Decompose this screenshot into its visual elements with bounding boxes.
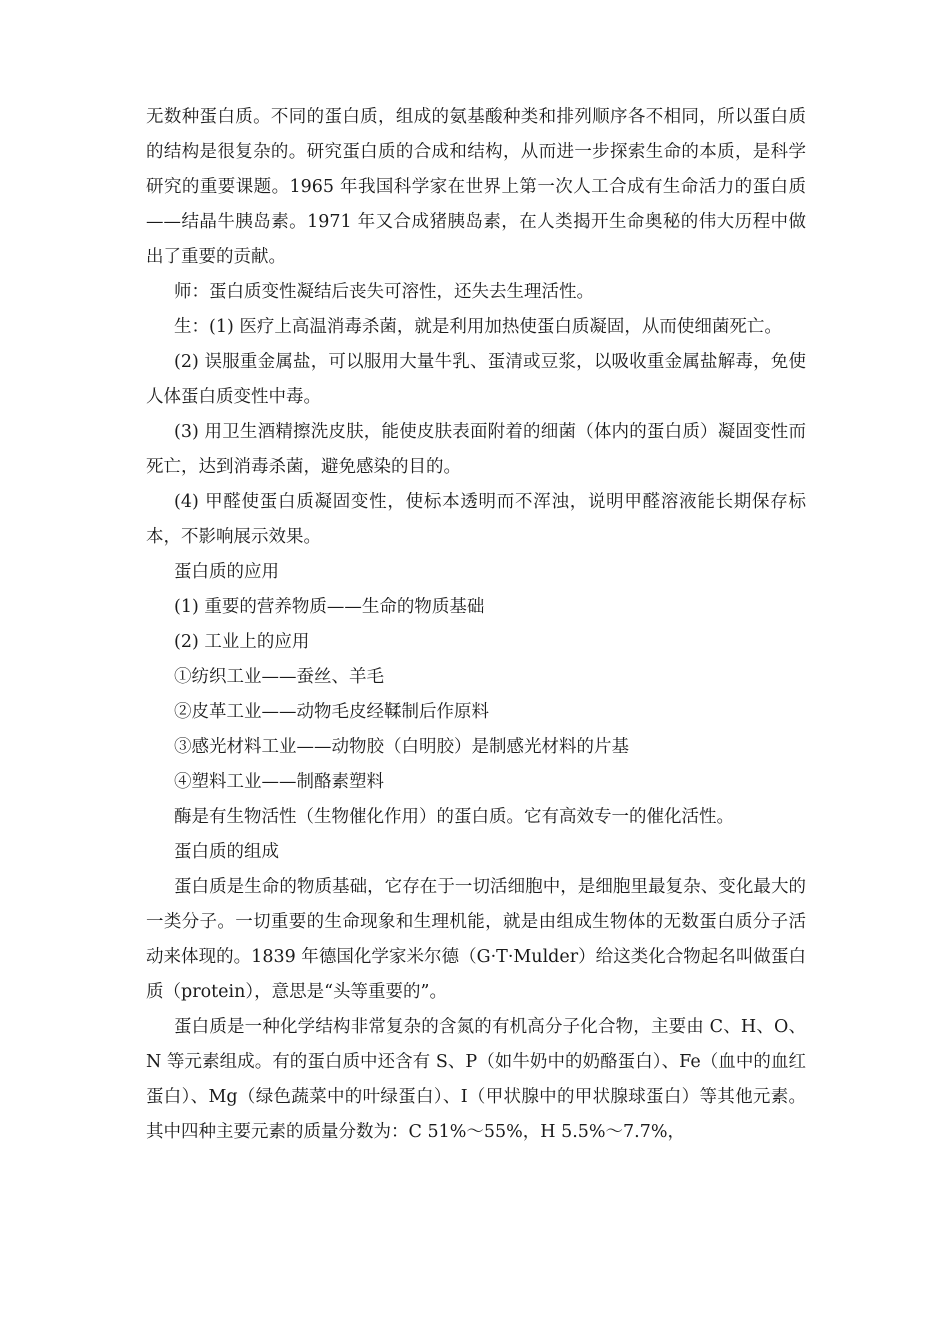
- paragraph-protein-basis-of-life: 蛋白质是生命的物质基础，它存在于一切活细胞中，是细胞里最复杂、变化最大的一类分子。一切重要的生命现象和生理机能，就是由组成生物体的无数蛋白质分子活动来体现的。1839 年德国化学家米尔德（G·T·Mulder）给这类化合物起名叫做蛋白质（protein），意思是“头等重要的”。: [146, 877, 806, 1002]
- paragraph-formaldehyde-specimen: (4) 甲醛使蛋白质凝固变性，使标本透明而不浑浊，说明甲醛溶液能长期保存标本，不影响展示效果。: [146, 492, 806, 547]
- list-item-photosensitive: ③感光材料工业——动物胶（白明胶）是制感光材料的片基: [174, 737, 629, 757]
- heading-protein-applications: 蛋白质的应用: [174, 562, 279, 582]
- paragraph-alcohol-disinfection: (3) 用卫生酒精擦洗皮肤，能使皮肤表面附着的细菌（体内的蛋白质）凝固变性而死亡，达到消毒杀菌，避免感染的目的。: [146, 422, 806, 477]
- list-item-textile: ①纺织工业——蚕丝、羊毛: [174, 667, 384, 687]
- list-item-nutrition: (1) 重要的营养物质——生命的物质基础: [174, 597, 485, 617]
- heading-protein-composition: 蛋白质的组成: [174, 842, 279, 862]
- paragraph-student-sterilization: 生：(1) 医疗上高温消毒杀菌，就是利用加热使蛋白质凝固，从而使细菌死亡。: [174, 317, 782, 337]
- list-item-plastics: ④塑料工业——制酪素塑料: [174, 772, 384, 792]
- paragraph-enzyme: 酶是有生物活性（生物催化作用）的蛋白质。它有高效专一的催化活性。: [174, 807, 734, 827]
- paragraph-teacher-denaturation: 师：蛋白质变性凝结后丧失可溶性，还失去生理活性。: [174, 282, 594, 302]
- paragraph-heavy-metal-poisoning: (2) 误服重金属盐，可以服用大量牛乳、蛋清或豆浆，以吸收重金属盐解毒，免使人体蛋白质变性中毒。: [146, 352, 806, 407]
- list-item-leather: ②皮革工业——动物毛皮经鞣制后作原料: [174, 702, 489, 722]
- paragraph-protein-structure: 无数种蛋白质。不同的蛋白质，组成的氨基酸种类和排列顺序各不相同，所以蛋白质的结构是很复杂的。研究蛋白质的合成和结构，从而进一步探索生命的本质，是科学研究的重要课题。1965 年我国科学家在世界上第一次人工合成有生命活力的蛋白质——结晶牛胰岛素。1971 年又合成猪胰岛素，在人类揭开生命奥秘的伟大历程中做出了重要的贡献。: [146, 107, 806, 267]
- list-item-industry: (2) 工业上的应用: [174, 632, 310, 652]
- document-body: [146, 100, 806, 1150]
- paragraph-protein-elements: 蛋白质是一种化学结构非常复杂的含氮的有机高分子化合物，主要由 C、H、O、N 等元素组成。有的蛋白质中还含有 S、P（如牛奶中的奶酪蛋白）、Fe（血中的血红蛋白）、Mg（绿色蔬菜中的叶绿蛋白）、I（甲状腺中的甲状腺球蛋白）等其他元素。其中四种主要元素的质量分数为：C 51%～55%，H 5.5%～7.7%，: [146, 1017, 806, 1142]
